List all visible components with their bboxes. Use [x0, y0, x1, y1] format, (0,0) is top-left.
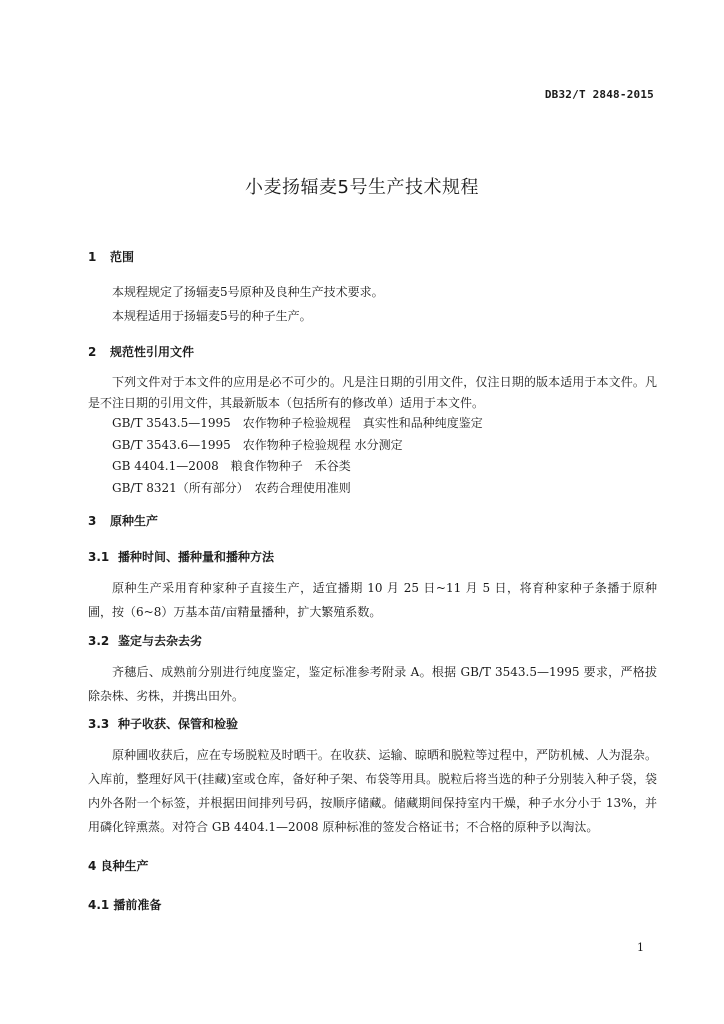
- reference-item: GB/T 3543.5—1995 农作物种子检验规程 真实性和品种纯度鉴定: [112, 416, 483, 430]
- reference-item: GB/T 3543.6—1995 农作物种子检验规程 水分测定: [112, 437, 403, 452]
- section-4-heading: 4 良种生产: [88, 859, 149, 873]
- paragraph: 齐穗后、成熟前分别进行纯度鉴定，鉴定标准参考附录 A。根据 GB/T 3543.5—1995 要求，严格拔除杂株、劣株，并携出田外。: [88, 665, 657, 703]
- section-number: 1: [88, 250, 97, 264]
- section-3-3-heading: [88, 715, 238, 732]
- paragraph: 本规程规定了扬辐麦5号原种及良种生产技术要求。: [112, 285, 384, 299]
- reference-item: GB 4404.1—2008 粮食作物种子 禾谷类: [112, 459, 351, 473]
- section-number: 3.2: [88, 634, 110, 648]
- section-4-1-heading: 4.1 播前准备: [88, 898, 162, 912]
- section-title: 原种生产: [110, 514, 159, 528]
- section-number: 3.3: [88, 717, 110, 731]
- paragraph: 原种圃收获后，应在专场脱粒及时晒干。在收获、运输、晾晒和脱粒等过程中，严防机械、人为混杂。入库前，整理好风干(挂藏)室或仓库，备好种子架、布袋等用具。脱粒后将当选的种子分别装入种子袋，袋内外各附一个标签，并根据田间排列号码，按顺序储藏。储藏期间保持室内干燥，种子水分小于 13%，并用磷化锌熏蒸。对符合 GB 4404.1—2008 原种标准的签发合格证书；不合格的原种予以淘汰。: [88, 748, 657, 834]
- normative-references-list: [112, 413, 483, 499]
- section-3-1-heading: [88, 548, 274, 565]
- section-title: 范围: [110, 250, 135, 264]
- paragraph: 原种生产采用育种家种子直接生产，适宜播期 10 月 25 日~11 月 5 日，将育种家种子条播于原种圃，按（6~8）万基本苗/亩精量播种，扩大繁殖系数。: [88, 581, 657, 619]
- standard-number: DB32/T 2848-2015: [544, 88, 654, 101]
- document-title: 小麦扬辐麦5号生产技术规程: [245, 177, 479, 198]
- section-3-3-body: [88, 743, 657, 839]
- section-number: 3.1: [88, 550, 110, 564]
- section-1-body: [112, 280, 657, 328]
- paragraph: 本规程适用于扬辐麦5号的种子生产。: [112, 309, 312, 323]
- section-title: 播种时间、播种量和播种方法: [118, 550, 275, 564]
- section-3-1-body: [88, 576, 657, 624]
- section-number: 3: [88, 514, 97, 528]
- section-3-2-heading: [88, 632, 202, 649]
- section-title: 种子收获、保管和检验: [118, 717, 239, 731]
- section-title: 鉴定与去杂去劣: [118, 634, 203, 648]
- section-title: 规范性引用文件: [110, 345, 195, 359]
- section-number: 2: [88, 345, 97, 359]
- section-2-intro: [88, 372, 657, 414]
- section-3-2-body: [88, 660, 657, 708]
- section-1-heading: [88, 248, 134, 265]
- reference-item: GB/T 8321（所有部分） 农药合理使用准则: [112, 480, 351, 495]
- section-2-heading: [88, 343, 194, 360]
- page-number: 1: [637, 941, 644, 954]
- section-3-heading: [88, 512, 158, 529]
- paragraph: 下列文件对于本文件的应用是必不可少的。凡是注日期的引用文件，仅注日期的版本适用于本文件。凡是不注日期的引用文件，其最新版本（包括所有的修改单）适用于本文件。: [88, 375, 657, 410]
